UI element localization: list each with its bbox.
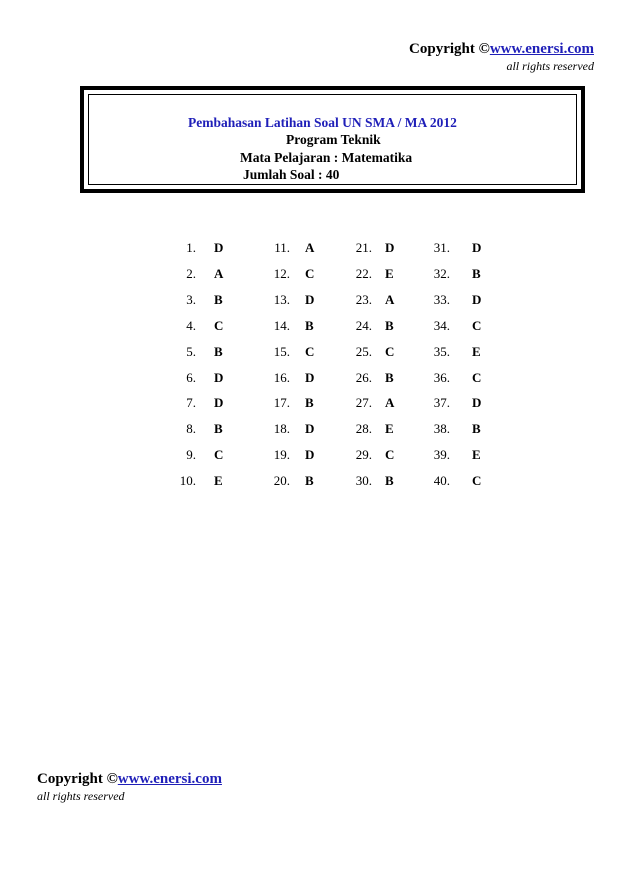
- answer-number: 35.: [433, 343, 450, 359]
- answer-number: 20.: [273, 473, 290, 489]
- answer-number: 9.: [186, 447, 196, 463]
- answer-letter: B: [214, 421, 223, 437]
- answer-letter: A: [385, 291, 395, 307]
- answer-number: 17.: [273, 395, 290, 411]
- question-count-label: Jumlah Soal : 40: [243, 167, 340, 182]
- answer-number: 18.: [273, 421, 290, 437]
- answer-number: 6.: [186, 369, 196, 385]
- answer-letter: D: [305, 421, 315, 437]
- answer-number: 21.: [355, 240, 372, 255]
- footer-rights-text: all rights reserved: [37, 789, 125, 803]
- subject-label: Mata Pelajaran : Matematika: [240, 150, 413, 165]
- answer-letter: D: [472, 240, 482, 255]
- answer-letter: B: [305, 395, 314, 411]
- answer-number: 27.: [355, 395, 372, 411]
- answer-number: 23.: [355, 291, 372, 307]
- answer-letter: E: [472, 343, 481, 359]
- answer-letter: D: [214, 240, 224, 255]
- answer-letter: B: [214, 343, 223, 359]
- answer-number: 8.: [186, 421, 196, 437]
- footer-copyright-link[interactable]: www.enersi.com: [117, 771, 222, 787]
- answer-number: 1.: [186, 240, 196, 255]
- answer-letter: A: [385, 395, 395, 411]
- answer-letter: D: [305, 291, 315, 307]
- answer-letter: D: [305, 447, 315, 463]
- answer-letter: C: [305, 265, 315, 281]
- answer-letter: D: [214, 395, 224, 411]
- answer-number: 24.: [355, 317, 372, 333]
- answer-number: 12.: [273, 265, 290, 281]
- answer-number: 22.: [355, 265, 372, 281]
- footer-copyright: [37, 770, 222, 804]
- answer-number: 5.: [186, 343, 196, 359]
- answer-letter: B: [472, 421, 481, 437]
- answer-number: 11.: [274, 240, 290, 255]
- answer-letter: E: [472, 447, 481, 463]
- answer-letter: C: [472, 317, 482, 333]
- answer-letter: D: [472, 395, 482, 411]
- answer-number: 29.: [355, 447, 372, 463]
- answer-letter: B: [385, 317, 394, 333]
- program-label: Program Teknik: [286, 132, 381, 147]
- answer-letter: D: [472, 291, 482, 307]
- answer-number: 10.: [179, 473, 196, 489]
- answer-number: 30.: [355, 473, 372, 489]
- answer-number: 2.: [186, 265, 196, 281]
- header-copyright-link[interactable]: www.enersi.com: [489, 41, 594, 57]
- document-title: Pembahasan Latihan Soal UN SMA / MA 2012: [188, 115, 457, 130]
- answer-number: 15.: [273, 343, 290, 359]
- header-copyright-prefix: Copyright ©: [409, 41, 490, 57]
- answer-letter: D: [305, 369, 315, 385]
- answer-letter: A: [214, 265, 224, 281]
- footer-copyright-line: [37, 770, 222, 788]
- answer-letter: C: [214, 447, 224, 463]
- answer-number: 28.: [355, 421, 372, 437]
- answer-number: 3.: [186, 291, 196, 307]
- answer-number: 14.: [273, 317, 290, 333]
- answer-number: 39.: [433, 447, 450, 463]
- answer-letter: B: [385, 369, 394, 385]
- answer-letter: B: [305, 473, 314, 489]
- answer-letter: C: [385, 343, 395, 359]
- answer-letter: E: [385, 421, 394, 437]
- answer-letter: C: [305, 343, 315, 359]
- answer-number: 31.: [433, 240, 450, 255]
- answer-letter: B: [305, 317, 314, 333]
- footer-copyright-prefix: Copyright ©: [37, 771, 118, 787]
- answer-letter: C: [472, 473, 482, 489]
- answer-letter: D: [385, 240, 395, 255]
- answer-letter: B: [472, 265, 481, 281]
- answer-letter: E: [214, 473, 223, 489]
- answer-number: 32.: [433, 265, 450, 281]
- answer-number: 4.: [186, 317, 196, 333]
- answer-number: 26.: [355, 369, 372, 385]
- answer-number: 40.: [433, 473, 450, 489]
- answer-letter: D: [214, 369, 224, 385]
- answer-letter: B: [214, 291, 223, 307]
- answer-letter: B: [385, 473, 394, 489]
- answer-letter: C: [472, 369, 482, 385]
- answer-number: 33.: [433, 291, 450, 307]
- answer-letter: E: [385, 265, 394, 281]
- answer-number: 13.: [273, 291, 290, 307]
- answer-number: 36.: [433, 369, 450, 385]
- answer-number: 19.: [273, 447, 290, 463]
- answer-number: 7.: [186, 395, 196, 411]
- answer-number: 38.: [433, 421, 450, 437]
- answer-number: 16.: [273, 369, 290, 385]
- answer-letter: A: [305, 240, 315, 255]
- answer-letter: C: [214, 317, 224, 333]
- header-rights-text: all rights reserved: [506, 59, 594, 73]
- answer-number: 34.: [433, 317, 450, 333]
- answer-letter: C: [385, 447, 395, 463]
- answer-number: 25.: [355, 343, 372, 359]
- answer-number: 37.: [433, 395, 450, 411]
